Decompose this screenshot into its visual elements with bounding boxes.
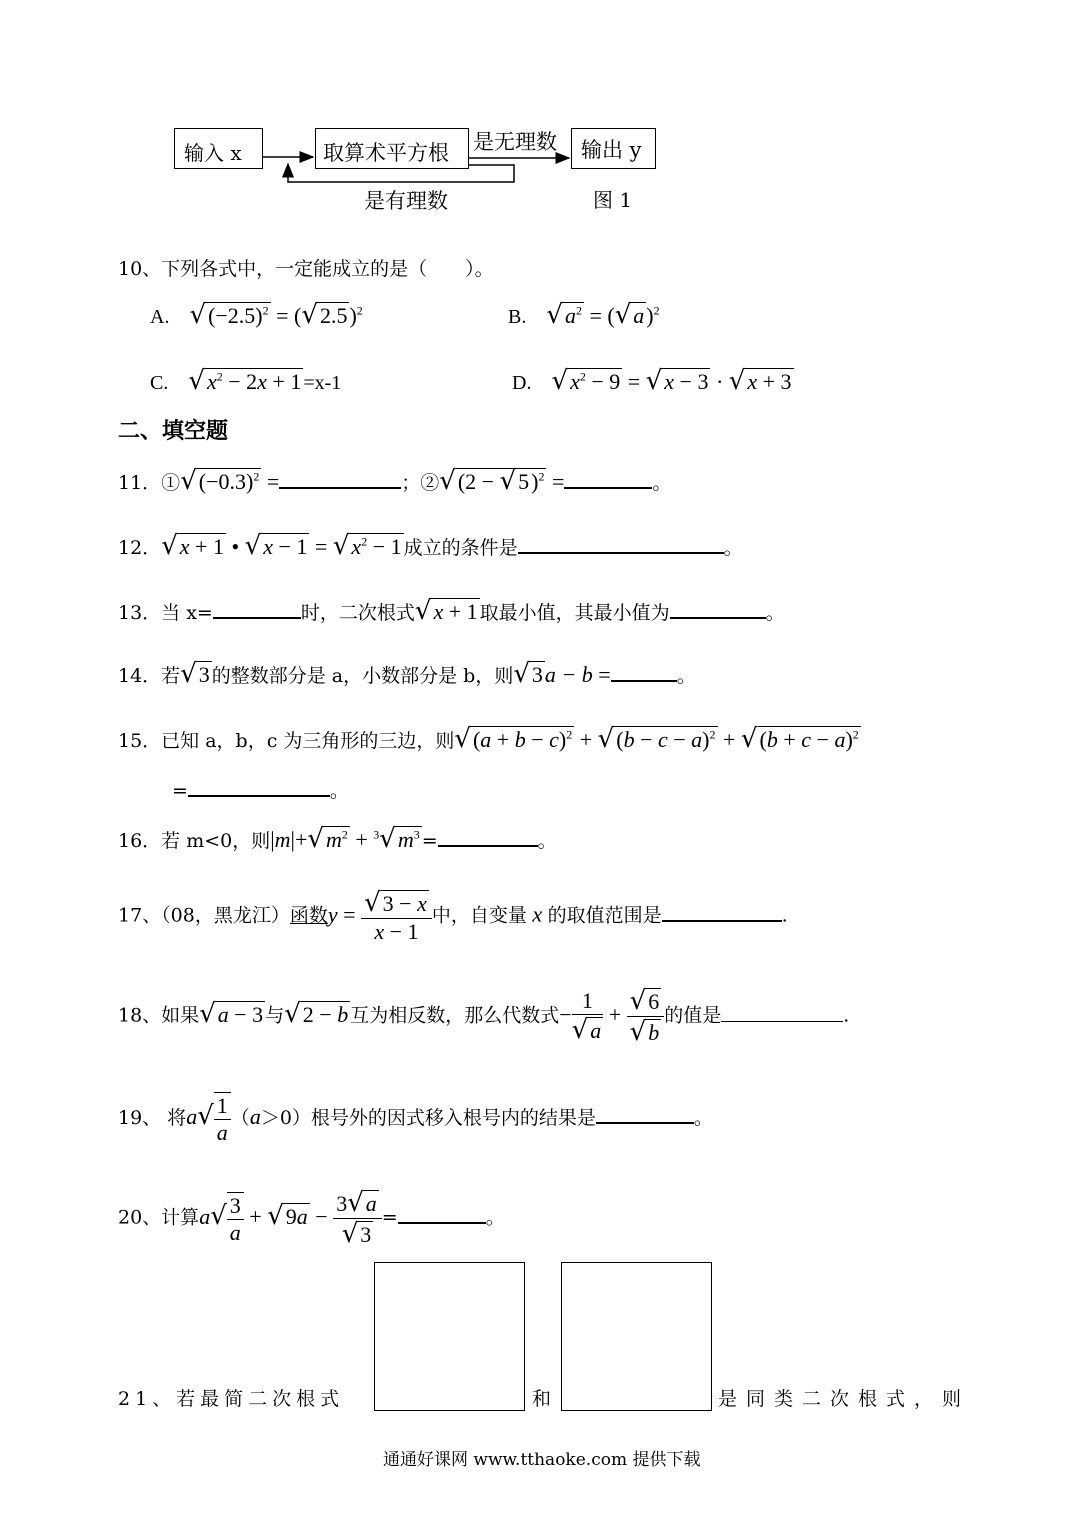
q17-func: 函数 <box>289 904 328 927</box>
q18-text1: 与 <box>265 1004 285 1027</box>
q18-end: . <box>843 1004 850 1027</box>
q20-blank[interactable] <box>398 1204 486 1224</box>
output-label: 输出 y <box>581 138 642 162</box>
q11-end: 。 <box>652 472 672 494</box>
option-b-label: B. <box>508 306 527 328</box>
flowchart-arrows <box>0 0 1087 260</box>
option-d-label: D. <box>512 372 532 394</box>
footer-text: 通通好课网 www.tthaoke.com 提供下载 <box>383 1450 701 1470</box>
q16-blank[interactable] <box>438 827 538 847</box>
q21-tail: 是同类二次根式，则 <box>718 1388 971 1410</box>
option-a-label: A. <box>150 306 170 328</box>
q13-blank-1[interactable] <box>213 599 301 619</box>
irrational-label: 是无理数 <box>473 130 557 154</box>
q13-num: 13．当 x= <box>118 602 213 624</box>
q11-num: 11．① <box>118 472 181 494</box>
option-c-label: C. <box>150 372 169 394</box>
q13: 13．当 x= 时，二次根式√x + 1 取最小值，其最小值为 。 <box>118 596 785 626</box>
q12-num: 12． <box>118 537 162 559</box>
q11-blank-1[interactable] <box>279 469 401 489</box>
q10-option-d: D. $√x^2 - 9 = √x - 3 \cdot √x + 3$ <box>512 366 792 396</box>
q16-num: 16．若 m<0，则 <box>118 830 271 852</box>
arrow-feedback <box>288 164 514 182</box>
q17-blank[interactable] <box>662 902 782 922</box>
q11: 11．$①√(-0.3)^2$ = ；②√(2 − √5)$^2$ = 。 <box>118 466 672 496</box>
option-c-tail: =x-1 <box>303 372 342 394</box>
figure-caption: 图 1 <box>593 188 633 212</box>
q13-blank-2[interactable] <box>670 599 766 619</box>
q18-blank[interactable] <box>721 1003 843 1022</box>
q21-box-1[interactable] <box>374 1262 525 1411</box>
q16-end: 。 <box>537 830 557 852</box>
q12-blank[interactable] <box>518 534 724 554</box>
q20-end: 。 <box>485 1206 505 1229</box>
q11-blank-2[interactable] <box>564 469 652 489</box>
q19: 19、 将a√ $\frac{1}{a}$ （a＞0）根号外的因式移入根号内的结果是 。 <box>118 1093 713 1145</box>
q17-text2: 的取值范围是 <box>547 904 662 927</box>
q18-text2: 互为相反数，那么代数式 <box>350 1004 560 1027</box>
q18-num: 18、如果 <box>118 1004 200 1027</box>
q17-end: . <box>781 904 788 927</box>
q15-end: 。 <box>329 780 349 802</box>
q10-stem: 10、下列各式中，一定能成立的是（ ）。 <box>118 258 494 280</box>
q19-end: 。 <box>693 1107 713 1130</box>
q12-end: 。 <box>723 537 743 559</box>
q15-line2 <box>172 776 349 803</box>
q13-end: 。 <box>765 602 785 624</box>
q19-cond: ＞0）根号外的因式移入根号内的结果是 <box>260 1107 596 1130</box>
q17-num: 17、（08，黑龙江） <box>118 904 290 927</box>
q19-num: 19、 将 <box>118 1107 187 1130</box>
q21-and: 和 <box>532 1388 552 1410</box>
q13-text1: 时，二次根式 <box>300 602 415 624</box>
q16-eq: = <box>421 830 438 852</box>
q14-text1: 的整数部分是 a，小数部分是 b，则 <box>211 665 514 687</box>
q18: 18、如果√a − 3 与√2 − b 互为相反数，那么代数式− $\frac{1}{√a}$ + $\frac{√6}{√b}$ 的值是 . <box>118 986 850 1047</box>
q10-option-a: A. $√(-2.5)^2 = (√2.5)^2$ <box>150 300 363 330</box>
q16: 16．若 m<0，则$|m|+√m^2 + ^3√m^3$ = 。 <box>118 824 557 854</box>
input-label: 输入 x <box>184 141 242 165</box>
q14-num: 14．若 <box>118 665 181 687</box>
q14: 14．若√3 的整数部分是 a，小数部分是 b，则√3a − b = 。 <box>118 659 696 689</box>
q15-blank[interactable] <box>188 777 330 797</box>
q17-text: 中，自变量 <box>431 904 527 927</box>
q21-num: 21、若最简二次根式 <box>118 1388 345 1410</box>
q15-num: 15．已知 a，b，c 为三角形的三边，则 <box>118 730 455 752</box>
q18-text3: 的值是 <box>664 1004 722 1027</box>
q19-blank[interactable] <box>596 1104 694 1124</box>
q20: 20、计算a√ $\frac{3}{a}$ + √9a − $\frac{3√a}{√3}$ = 。 <box>118 1188 505 1249</box>
q21-box-2[interactable] <box>561 1262 712 1411</box>
q12: 12．√x + 1 • $√x - 1 = √x^2 - 1$ 成立的条件是 。 <box>118 531 743 561</box>
q17: 17、（08，黑龙江）函数y = $\frac{√3 - x}{x - 1}$ 中，自变量 x 的取值范围是 . <box>118 888 788 944</box>
q10-option-b: B. $√a^2 = (√a)^2$ <box>508 300 660 330</box>
q20-num: 20、计算 <box>118 1206 200 1229</box>
q11-mid: ；② <box>401 472 440 494</box>
q12-text: 成立的条件是 <box>403 537 518 559</box>
q15-eq: = <box>172 780 188 802</box>
q10-option-c: C. $√x^2 - 2x + 1 =x-1$ <box>150 366 342 396</box>
section-title: 二、填空题 <box>118 419 229 444</box>
process-label: 取算术平方根 <box>323 141 449 165</box>
q14-end: 。 <box>676 665 696 687</box>
q19-text1: （ <box>230 1107 250 1130</box>
q15: 15．已知 a，b，c 为三角形的三边，则$√(a + b - c)^2 + √(b - c - a)^2 + √(b + c - a)^2$ <box>118 724 859 754</box>
q20-eq: = <box>381 1206 398 1229</box>
rational-label: 是有理数 <box>364 189 448 213</box>
q14-blank[interactable] <box>611 662 677 682</box>
q13-text2: 取最小值，其最小值为 <box>479 602 670 624</box>
